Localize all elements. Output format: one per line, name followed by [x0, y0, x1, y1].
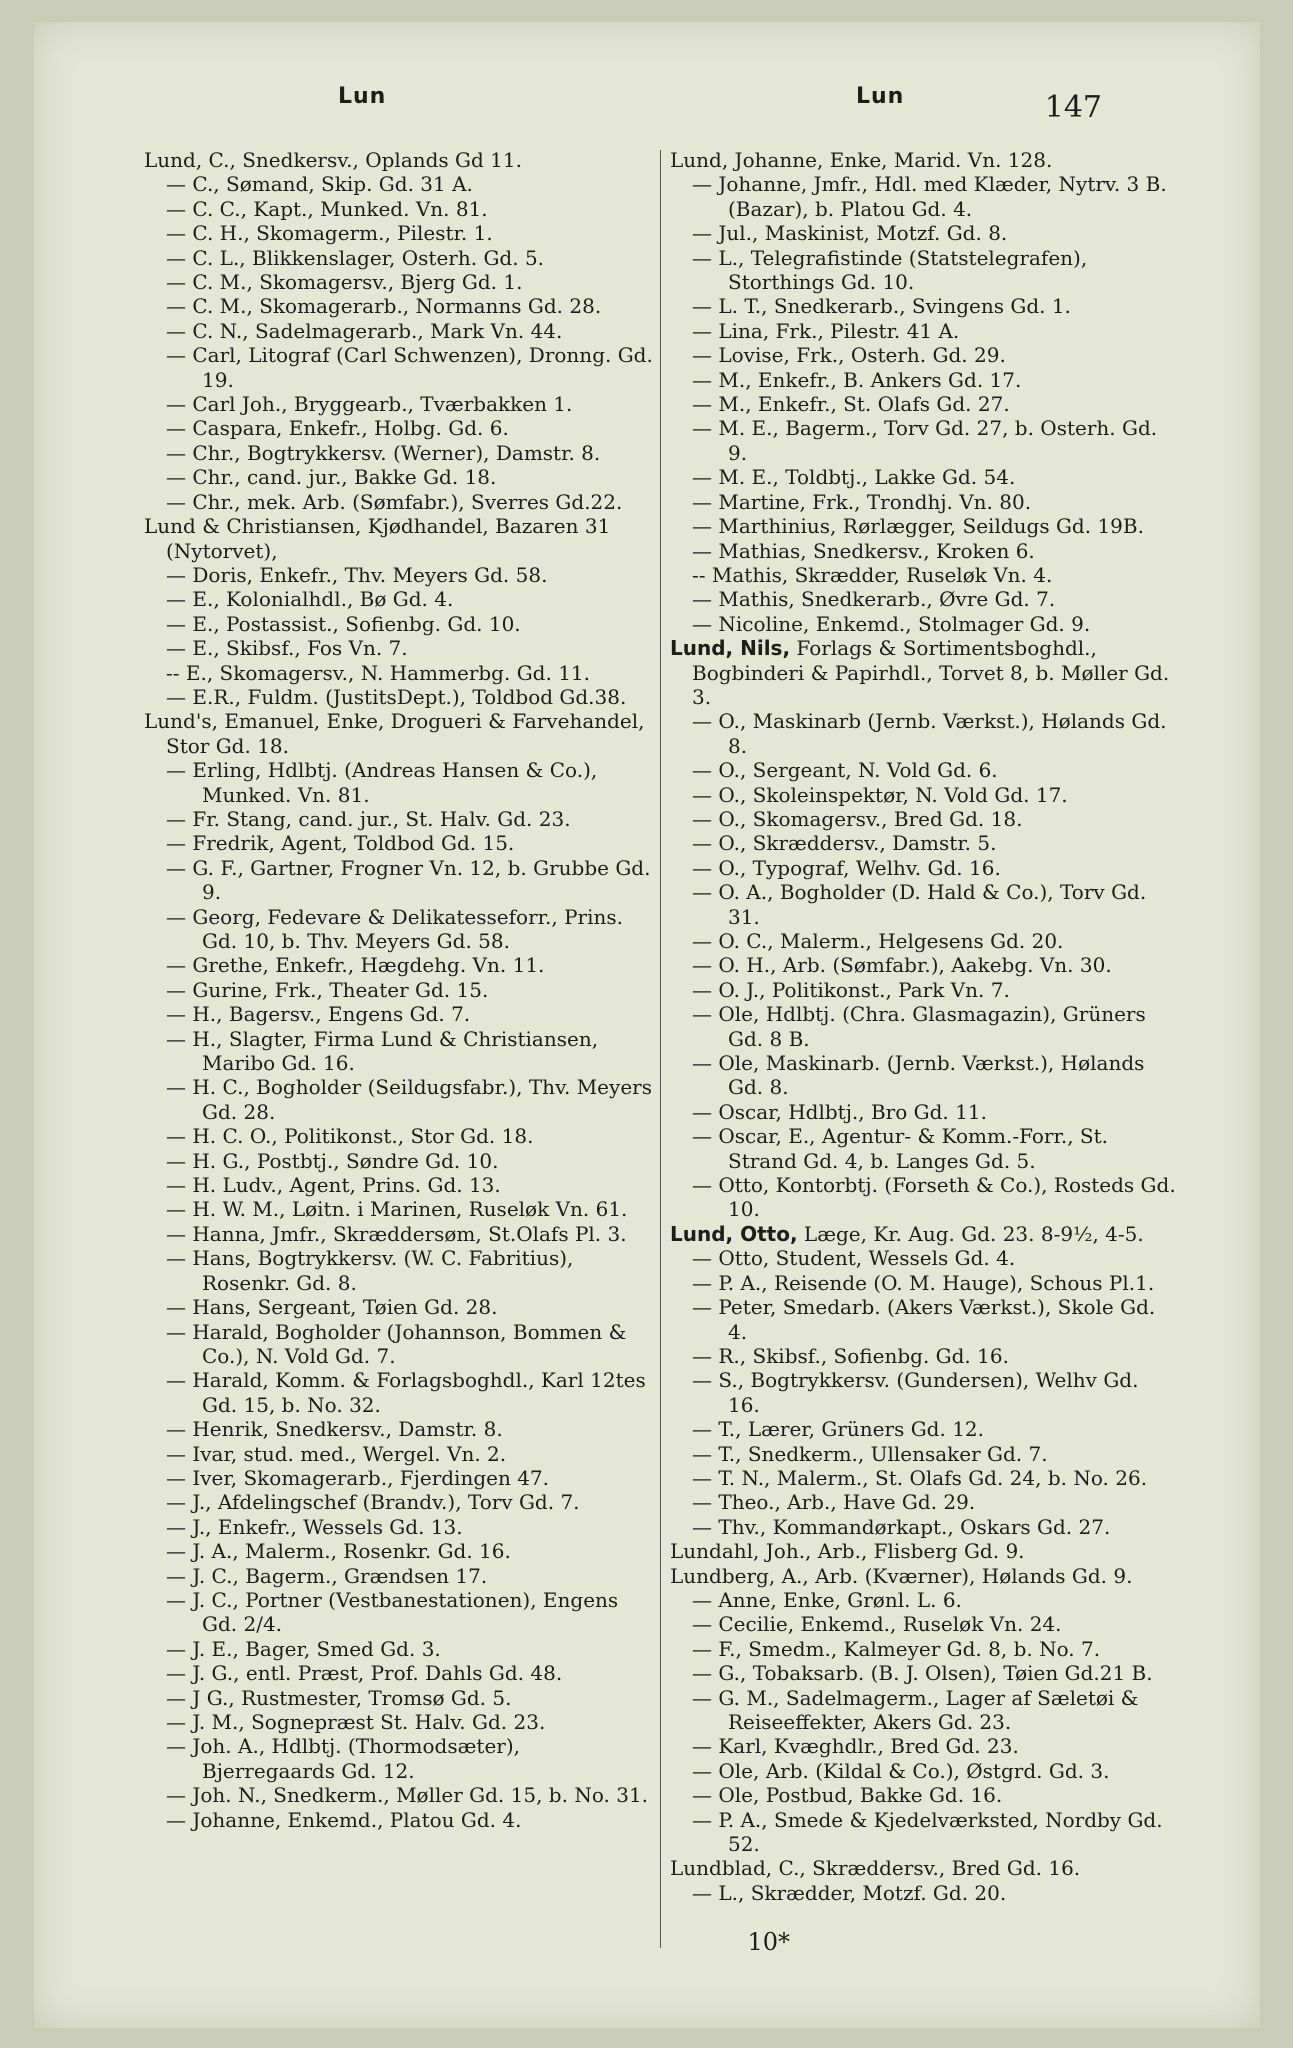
directory-entry: — O., Skomagersv., Bred Gd. 18. [692, 806, 1023, 831]
right-column [670, 148, 1176, 1905]
directory-entry: — Carl, Litograf (Carl Schwenzen), Dronng. Gd. 19. [166, 343, 653, 392]
directory-entry: — L. T., Snedkerarb., Svingens Gd. 1. [692, 294, 1071, 319]
directory-entry: — J. C., Portner (Vestbanestationen), Engens Gd. 2/4. [166, 1587, 619, 1637]
directory-entry: — Caspara, Enkefr., Holbg. Gd. 6. [166, 416, 509, 441]
directory-entry: — J. A., Malerm., Rosenkr. Gd. 16. [166, 1539, 511, 1564]
directory-entry: — H. G., Postbtj., Søndre Gd. 10. [166, 1148, 499, 1173]
directory-entry: — Martine, Frk., Trondhj. Vn. 80. [692, 489, 1032, 514]
directory-entry: Lundberg, A., Arb. (Kværner), Hølands Gd. 9. [670, 1563, 1133, 1588]
directory-entry: — Lovise, Frk., Osterh. Gd. 29. [692, 343, 1006, 368]
directory-entry: — H., Slagter, Firma Lund & Christiansen, Maribo Gd. 16. [166, 1026, 599, 1076]
directory-entry: — E., Skibsf., Fos Vn. 7. [166, 636, 408, 661]
directory-entry: — Hans, Bogtrykkersv. (W. C. Fabritius), Rosenkr. Gd. 8. [166, 1246, 574, 1295]
directory-entry: — Karl, Kvæghdlr., Bred Gd. 23. [692, 1734, 1019, 1759]
directory-entry: Lund, Johanne, Enke, Marid. Vn. 128. [670, 148, 1053, 172]
directory-entry: — T. N., Malerm., St. Olafs Gd. 24, b. No. 26. [692, 1465, 1148, 1490]
running-head-center: Lun [856, 84, 905, 109]
directory-entry: — T., Lærer, Grüners Gd. 12. [692, 1417, 985, 1442]
directory-entry: — Joh. A., Hdlbtj. (Thormodsæter), Bjerregaards Gd. 12. [166, 1734, 521, 1783]
directory-entry: — E.R., Fuldm. (JustitsDept.), Toldbod Gd.38. [166, 684, 627, 709]
directory-entry: — G. M., Sadelmagerm., Lager af Sæletøi & Reiseeffekter, Akers Gd. 23. [692, 1685, 1139, 1734]
directory-entry: — Grethe, Enkefr., Hægdehg. Vn. 11. [166, 953, 545, 978]
directory-entry: — Carl Joh., Bryggearb., Tværbakken 1. [166, 392, 573, 417]
entry-bold-name: Lund, Nils, [670, 636, 791, 661]
directory-entry: Lundahl, Joh., Arb., Flisberg Gd. 9. [670, 1539, 1025, 1564]
directory-entry: — Peter, Smedarb. (Akers Værkst.), Skole Gd. 4. [692, 1295, 1156, 1344]
directory-entry: — C. M., Skomagerarb., Normanns Gd. 28. [166, 294, 602, 319]
directory-entry: — L., Telegrafistinde (Statstelegrafen), Storthings Gd. 10. [692, 245, 1088, 295]
directory-entry: — Ole, Postbud, Bakke Gd. 16. [692, 1783, 1003, 1808]
directory-entry: — P. A., Smede & Kjedelværksted, Nordby Gd. 52. [692, 1807, 1163, 1857]
directory-entry: — O., Typograf, Welhv. Gd. 16. [692, 855, 1001, 880]
directory-entry: — O. C., Malerm., Helgesens Gd. 20. [692, 929, 1064, 953]
directory-entry: — Oscar, Hdlbtj., Bro Gd. 11. [692, 1099, 987, 1124]
directory-entry: — Ole, Hdlbtj. (Chra. Glasmagazin), Grüners Gd. 8 B. [692, 1002, 1146, 1051]
directory-entry: — Hans, Sergeant, Tøien Gd. 28. [166, 1295, 498, 1320]
directory-entry: — Nicoline, Enkemd., Stolmager Gd. 9. [692, 611, 1091, 636]
directory-entry: — C. N., Sadelmagerarb., Mark Vn. 44. [166, 318, 563, 343]
directory-entry: — Fredrik, Agent, Toldbod Gd. 15. [166, 831, 515, 856]
directory-entry: — O. J., Politikonst., Park Vn. 7. [692, 977, 1010, 1002]
directory-entry: — Johanne, Jmfr., Hdl. med Klæder, Nytrv. 3 B. (Bazar), b. Platou Gd. 4. [692, 172, 1167, 221]
directory-entry: -- Mathis, Skrædder, Ruseløk Vn. 4. [692, 562, 1053, 587]
directory-entry: — S., Bogtrykkersv. (Gundersen), Welhv Gd. 16. [692, 1368, 1139, 1417]
directory-entry: Lund, Nils, Forlags & Sortimentsboghdl., Bogbinderi & Papirhdl., Torvet 8, b. Møller Gd. 3. [670, 636, 1170, 709]
directory-entry: — O., Sergeant, N. Vold Gd. 6. [692, 758, 998, 783]
directory-entry: — Theo., Arb., Have Gd. 29. [692, 1490, 976, 1515]
directory-entry: — Anne, Enke, Grønl. L. 6. [692, 1587, 962, 1612]
directory-entry: — Henrik, Snedkersv., Damstr. 8. [166, 1417, 503, 1442]
directory-entry: — M., Enkefr., St. Olafs Gd. 27. [692, 392, 1010, 417]
directory-entry: — J. C., Bagerm., Grændsen 17. [166, 1563, 488, 1588]
directory-entry: — C., Sømand, Skip. Gd. 31 A. [166, 172, 473, 197]
directory-entry: — R., Skibsf., Sofienbg. Gd. 16. [692, 1343, 1009, 1368]
directory-entry: — Iver, Skomagerarb., Fjerdingen 47. [166, 1465, 550, 1490]
directory-entry: — P. A., Reisende (O. M. Hauge), Schous Pl.1. [692, 1270, 1155, 1295]
directory-entry: — J. E., Bager, Smed Gd. 3. [166, 1636, 441, 1661]
directory-entry: — Cecilie, Enkemd., Ruseløk Vn. 24. [692, 1612, 1062, 1637]
directory-entry: Lundblad, C., Skræddersv., Bred Gd. 16. [670, 1856, 1081, 1881]
directory-entry: — G. F., Gartner, Frogner Vn. 12, b. Grubbe Gd. 9. [166, 855, 651, 905]
directory-entry: — M. E., Bagerm., Torv Gd. 27, b. Osterh. Gd. 9. [692, 416, 1158, 465]
directory-entry: — M., Enkefr., B. Ankers Gd. 17. [692, 367, 1022, 392]
directory-entry: — O. A., Bogholder (D. Hald & Co.), Torv Gd. 31. [692, 880, 1147, 929]
directory-entry: — O., Skoleinspektør, N. Vold Gd. 17. [692, 782, 1068, 807]
directory-entry: — Harald, Bogholder (Johannson, Bommen & Co.), N. Vold Gd. 7. [166, 1319, 627, 1368]
entry-bold-name: Lund, Otto, [670, 1221, 798, 1246]
directory-entry: — C. L., Blikkenslager, Osterh. Gd. 5. [166, 245, 545, 270]
directory-entry: Lund, Otto, Læge, Kr. Aug. Gd. 23. 8-9½, 4-5. [670, 1221, 1144, 1246]
directory-entry: Lund's, Emanuel, Enke, Drogueri & Farvehandel, Stor Gd. 18. [144, 709, 645, 758]
directory-entry: — Fr. Stang, cand. jur., St. Halv. Gd. 23. [166, 806, 571, 831]
directory-entry: — C. H., Skomagerm., Pilestr. 1. [166, 221, 493, 246]
directory-entry: — Erling, Hdlbtj. (Andreas Hansen & Co.), Munked. Vn. 81. [166, 758, 598, 807]
directory-entry: — Ole, Maskinarb. (Jernb. Værkst.), Hølands Gd. 8. [692, 1051, 1145, 1100]
directory-entry: -- E., Skomagersv., N. Hammerbg. Gd. 11. [166, 660, 591, 685]
directory-entry: — Lina, Frk., Pilestr. 41 A. [692, 318, 960, 343]
column-divider [660, 150, 661, 1948]
directory-entry: — C. C., Kapt., Munked. Vn. 81. [166, 196, 488, 221]
directory-entry: — O., Skræddersv., Damstr. 5. [692, 831, 997, 856]
directory-entry: — Joh. N., Snedkerm., Møller Gd. 15, b. No. 31. [166, 1783, 649, 1808]
directory-entry: — H. Ludv., Agent, Prins. Gd. 13. [166, 1173, 501, 1198]
directory-entry: — J., Afdelingschef (Brandv.), Torv Gd. 7. [166, 1490, 580, 1515]
directory-entry: — J. M., Sognepræst St. Halv. Gd. 23. [166, 1710, 546, 1734]
directory-entry: — J., Enkefr., Wessels Gd. 13. [166, 1514, 463, 1539]
directory-entry: Lund, C., Snedkersv., Oplands Gd 11. [144, 148, 522, 172]
directory-entry: — T., Snedkerm., Ullensaker Gd. 7. [692, 1441, 1048, 1466]
signature-mark: 10* [747, 1928, 790, 1956]
directory-entry: — Chr., cand. jur., Bakke Gd. 18. [166, 465, 497, 490]
directory-entry: — E., Postassist., Sofienbg. Gd. 10. [166, 611, 521, 636]
directory-entry: — Chr., mek. Arb. (Sømfabr.), Sverres Gd.22. [166, 489, 623, 514]
directory-entry: — Thv., Kommandørkapt., Oskars Gd. 27. [692, 1514, 1111, 1539]
directory-entry: — Gurine, Frk., Theater Gd. 15. [166, 977, 489, 1002]
directory-entry: — Doris, Enkefr., Thv. Meyers Gd. 58. [166, 562, 548, 587]
directory-entry: Lund & Christiansen, Kjødhandel, Bazaren 31 (Nytorvet), [144, 514, 611, 563]
directory-entry: — H. C., Bogholder (Seildugsfabr.), Thv. Meyers Gd. 28. [166, 1075, 652, 1124]
directory-entry: — Otto, Student, Wessels Gd. 4. [692, 1246, 1016, 1271]
directory-entry: — Ivar, stud. med., Wergel. Vn. 2. [166, 1441, 507, 1466]
directory-entry: — Hanna, Jmfr., Skræddersøm, St.Olafs Pl. 3. [166, 1221, 627, 1246]
directory-entry: — H., Bagersv., Engens Gd. 7. [166, 1002, 471, 1027]
directory-entry: — Chr., Bogtrykkersv. (Werner), Damstr. 8. [166, 440, 601, 465]
directory-entry: — Oscar, E., Agentur- & Komm.-Forr., St. Strand Gd. 4, b. Langes Gd. 5. [692, 1124, 1109, 1173]
directory-entry: — J G., Rustmester, Tromsø Gd. 5. [166, 1685, 512, 1710]
left-column [144, 148, 654, 1832]
directory-entry: — Johanne, Enkemd., Platou Gd. 4. [166, 1807, 522, 1832]
directory-entry: — Mathias, Snedkersv., Kroken 6. [692, 538, 1035, 563]
directory-entry: — Mathis, Snedkerarb., Øvre Gd. 7. [692, 587, 1056, 612]
page-number: 147 [1044, 90, 1102, 125]
directory-entry: — Jul., Maskinist, Motzf. Gd. 8. [692, 221, 1008, 246]
directory-entry: — Georg, Fedevare & Delikatesseforr., Prins. Gd. 10, b. Thv. Meyers Gd. 58. [166, 904, 623, 953]
directory-entry: — C. M., Skomagersv., Bjerg Gd. 1. [166, 270, 523, 295]
directory-entry: — H. W. M., Løitn. i Marinen, Ruseløk Vn. 61. [166, 1197, 628, 1222]
directory-entry: — Marthinius, Rørlægger, Seildugs Gd. 19B. [692, 514, 1144, 539]
directory-entry: — J. G., entl. Præst, Prof. Dahls Gd. 48. [166, 1661, 563, 1686]
directory-entry: — Harald, Komm. & Forlagsboghdl., Karl 12tes Gd. 15, b. No. 32. [166, 1368, 646, 1417]
directory-entry: — E., Kolonialhdl., Bø Gd. 4. [166, 587, 454, 612]
directory-entry: — F., Smedm., Kalmeyer Gd. 8, b. No. 7. [692, 1636, 1101, 1661]
directory-entry: — G., Tobaksarb. (B. J. Olsen), Tøien Gd.21 B. [692, 1661, 1153, 1686]
running-head-left: Lun [338, 84, 387, 109]
directory-entry: — L., Skrædder, Motzf. Gd. 20. [692, 1880, 1007, 1905]
directory-entry: — M. E., Toldbtj., Lakke Gd. 54. [692, 465, 1016, 490]
directory-entry: — Ole, Arb. (Kildal & Co.), Østgrd. Gd. 3. [692, 1758, 1110, 1783]
directory-page [34, 22, 1260, 2028]
directory-entry: — O. H., Arb. (Sømfabr.), Aakebg. Vn. 30. [692, 953, 1112, 978]
directory-entry: — H. C. O., Politikonst., Stor Gd. 18. [166, 1124, 534, 1149]
directory-entry: — O., Maskinarb (Jernb. Værkst.), Hølands Gd. 8. [692, 709, 1167, 758]
directory-entry: — Otto, Kontorbtj. (Forseth & Co.), Rosteds Gd. 10. [692, 1173, 1176, 1222]
